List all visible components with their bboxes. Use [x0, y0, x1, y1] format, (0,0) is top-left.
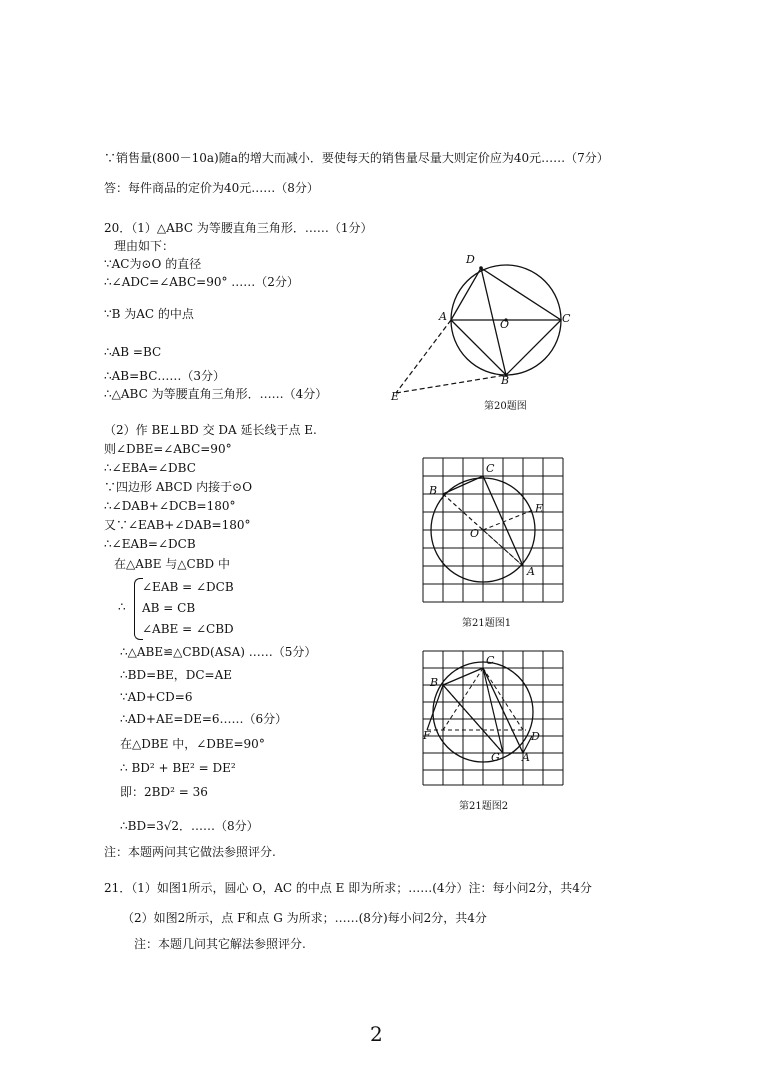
- figure-caption: 第21题图2: [459, 801, 509, 812]
- point-label-b: B: [501, 374, 510, 387]
- point-label-b: B: [430, 676, 439, 689]
- point-label-c: C: [486, 654, 495, 667]
- text-line: 在△DBE 中，∠DBE=90°: [120, 737, 265, 751]
- text-line: ∴△ABC 为等腰直角三角形．……（4分）: [104, 387, 328, 401]
- point-label-b: B: [429, 484, 438, 497]
- text-line: 理由如下：: [114, 239, 175, 253]
- text-line: ∵AD+CD=6: [120, 690, 193, 704]
- point-label-a: A: [439, 310, 447, 323]
- point-label-a: A: [522, 751, 530, 764]
- text-line: ∵四边形 ABCD 内接于⊙O: [104, 480, 253, 494]
- text-line: （2）作 BE⊥BD 交 DA 延长线于点 E.: [104, 423, 317, 437]
- text-line: ∵AC为⊙O 的直径: [104, 257, 202, 271]
- text-line: （2）如图2所示，点 F和点 G 为所求；……(8分)每小问2分，共4分: [122, 911, 487, 925]
- text-line: ∵B 为AC 的中点: [104, 307, 194, 321]
- text-line: ∴△ABE≌△CBD(ASA) ……（5分）: [120, 645, 317, 659]
- point-label-o: O: [500, 318, 510, 331]
- point-label-g: G: [491, 751, 500, 764]
- note-line: 注：本题几问其它解法参照评分.: [134, 937, 306, 951]
- figure-caption: 第21题图1: [462, 618, 512, 629]
- text-line: 即：2BD² = 36: [120, 785, 208, 799]
- text-line: ∠ABE = ∠CBD: [142, 622, 234, 636]
- text-line: ∵销售量(800－10a)随a的增大而减小．要使每天的销售量尽量大则定价应为40元……（7分）: [104, 151, 609, 165]
- text-line: ∴AB=BC……（3分）: [104, 369, 226, 383]
- point-label-e: E: [535, 502, 544, 515]
- text-line: ∴ BD² + BE² = DE²: [120, 761, 236, 775]
- question-21-heading: 21．（1）如图1所示，圆心 O，AC 的中点 E 即为所求；……(4分）注：每小问2分，共4分: [104, 881, 592, 895]
- text-line: ∴AD+AE=DE=6……（6分）: [120, 712, 288, 726]
- text-line: 则∠DBE=∠ABC=90°: [104, 442, 232, 456]
- point-label-d: D: [531, 730, 540, 743]
- note-line: 注：本题两问其它做法参照评分.: [104, 845, 276, 859]
- figure-21-2-grid: [422, 650, 564, 786]
- text-line: ∴AB =BC: [104, 345, 162, 359]
- point-label-f: F: [423, 729, 431, 742]
- text-line: ∴∠ADC=∠ABC=90° ……（2分）: [104, 275, 299, 289]
- point-label-d: D: [466, 253, 475, 266]
- point-label-o: O: [470, 527, 480, 540]
- text-line: ∴∠EBA=∠DBC: [104, 461, 196, 475]
- point-label-a: A: [527, 565, 535, 578]
- figure-20-diagram: [385, 250, 585, 410]
- text-line: ∴BD=3√2．……（8分）: [120, 819, 259, 833]
- point-label-e: E: [391, 390, 400, 403]
- point-label-c: C: [486, 462, 495, 475]
- text-line: 又∵∠EAB+∠DAB=180°: [104, 518, 251, 532]
- text-line: ∠EAB = ∠DCB: [142, 580, 234, 594]
- text-line: ∴∠DAB+∠DCB=180°: [104, 499, 236, 513]
- figure-21-1-grid: [422, 457, 564, 603]
- therefore-symbol: ∴: [118, 600, 126, 614]
- text-line: 在△ABE 与△CBD 中: [114, 557, 230, 571]
- text-line: ∴∠EAB=∠DCB: [104, 537, 196, 551]
- page-number: 2: [370, 1022, 383, 1046]
- text-line: ∴BD=BE，DC=AE: [120, 668, 232, 682]
- figure-caption: 第20题图: [484, 401, 527, 412]
- point-label-c: C: [562, 312, 571, 325]
- text-line: AB = CB: [142, 601, 196, 615]
- text-line: 答：每件商品的定价为40元……（8分）: [104, 181, 319, 195]
- question-20-heading: 20．（1）△ABC 为等腰直角三角形．……（1分）: [104, 221, 373, 235]
